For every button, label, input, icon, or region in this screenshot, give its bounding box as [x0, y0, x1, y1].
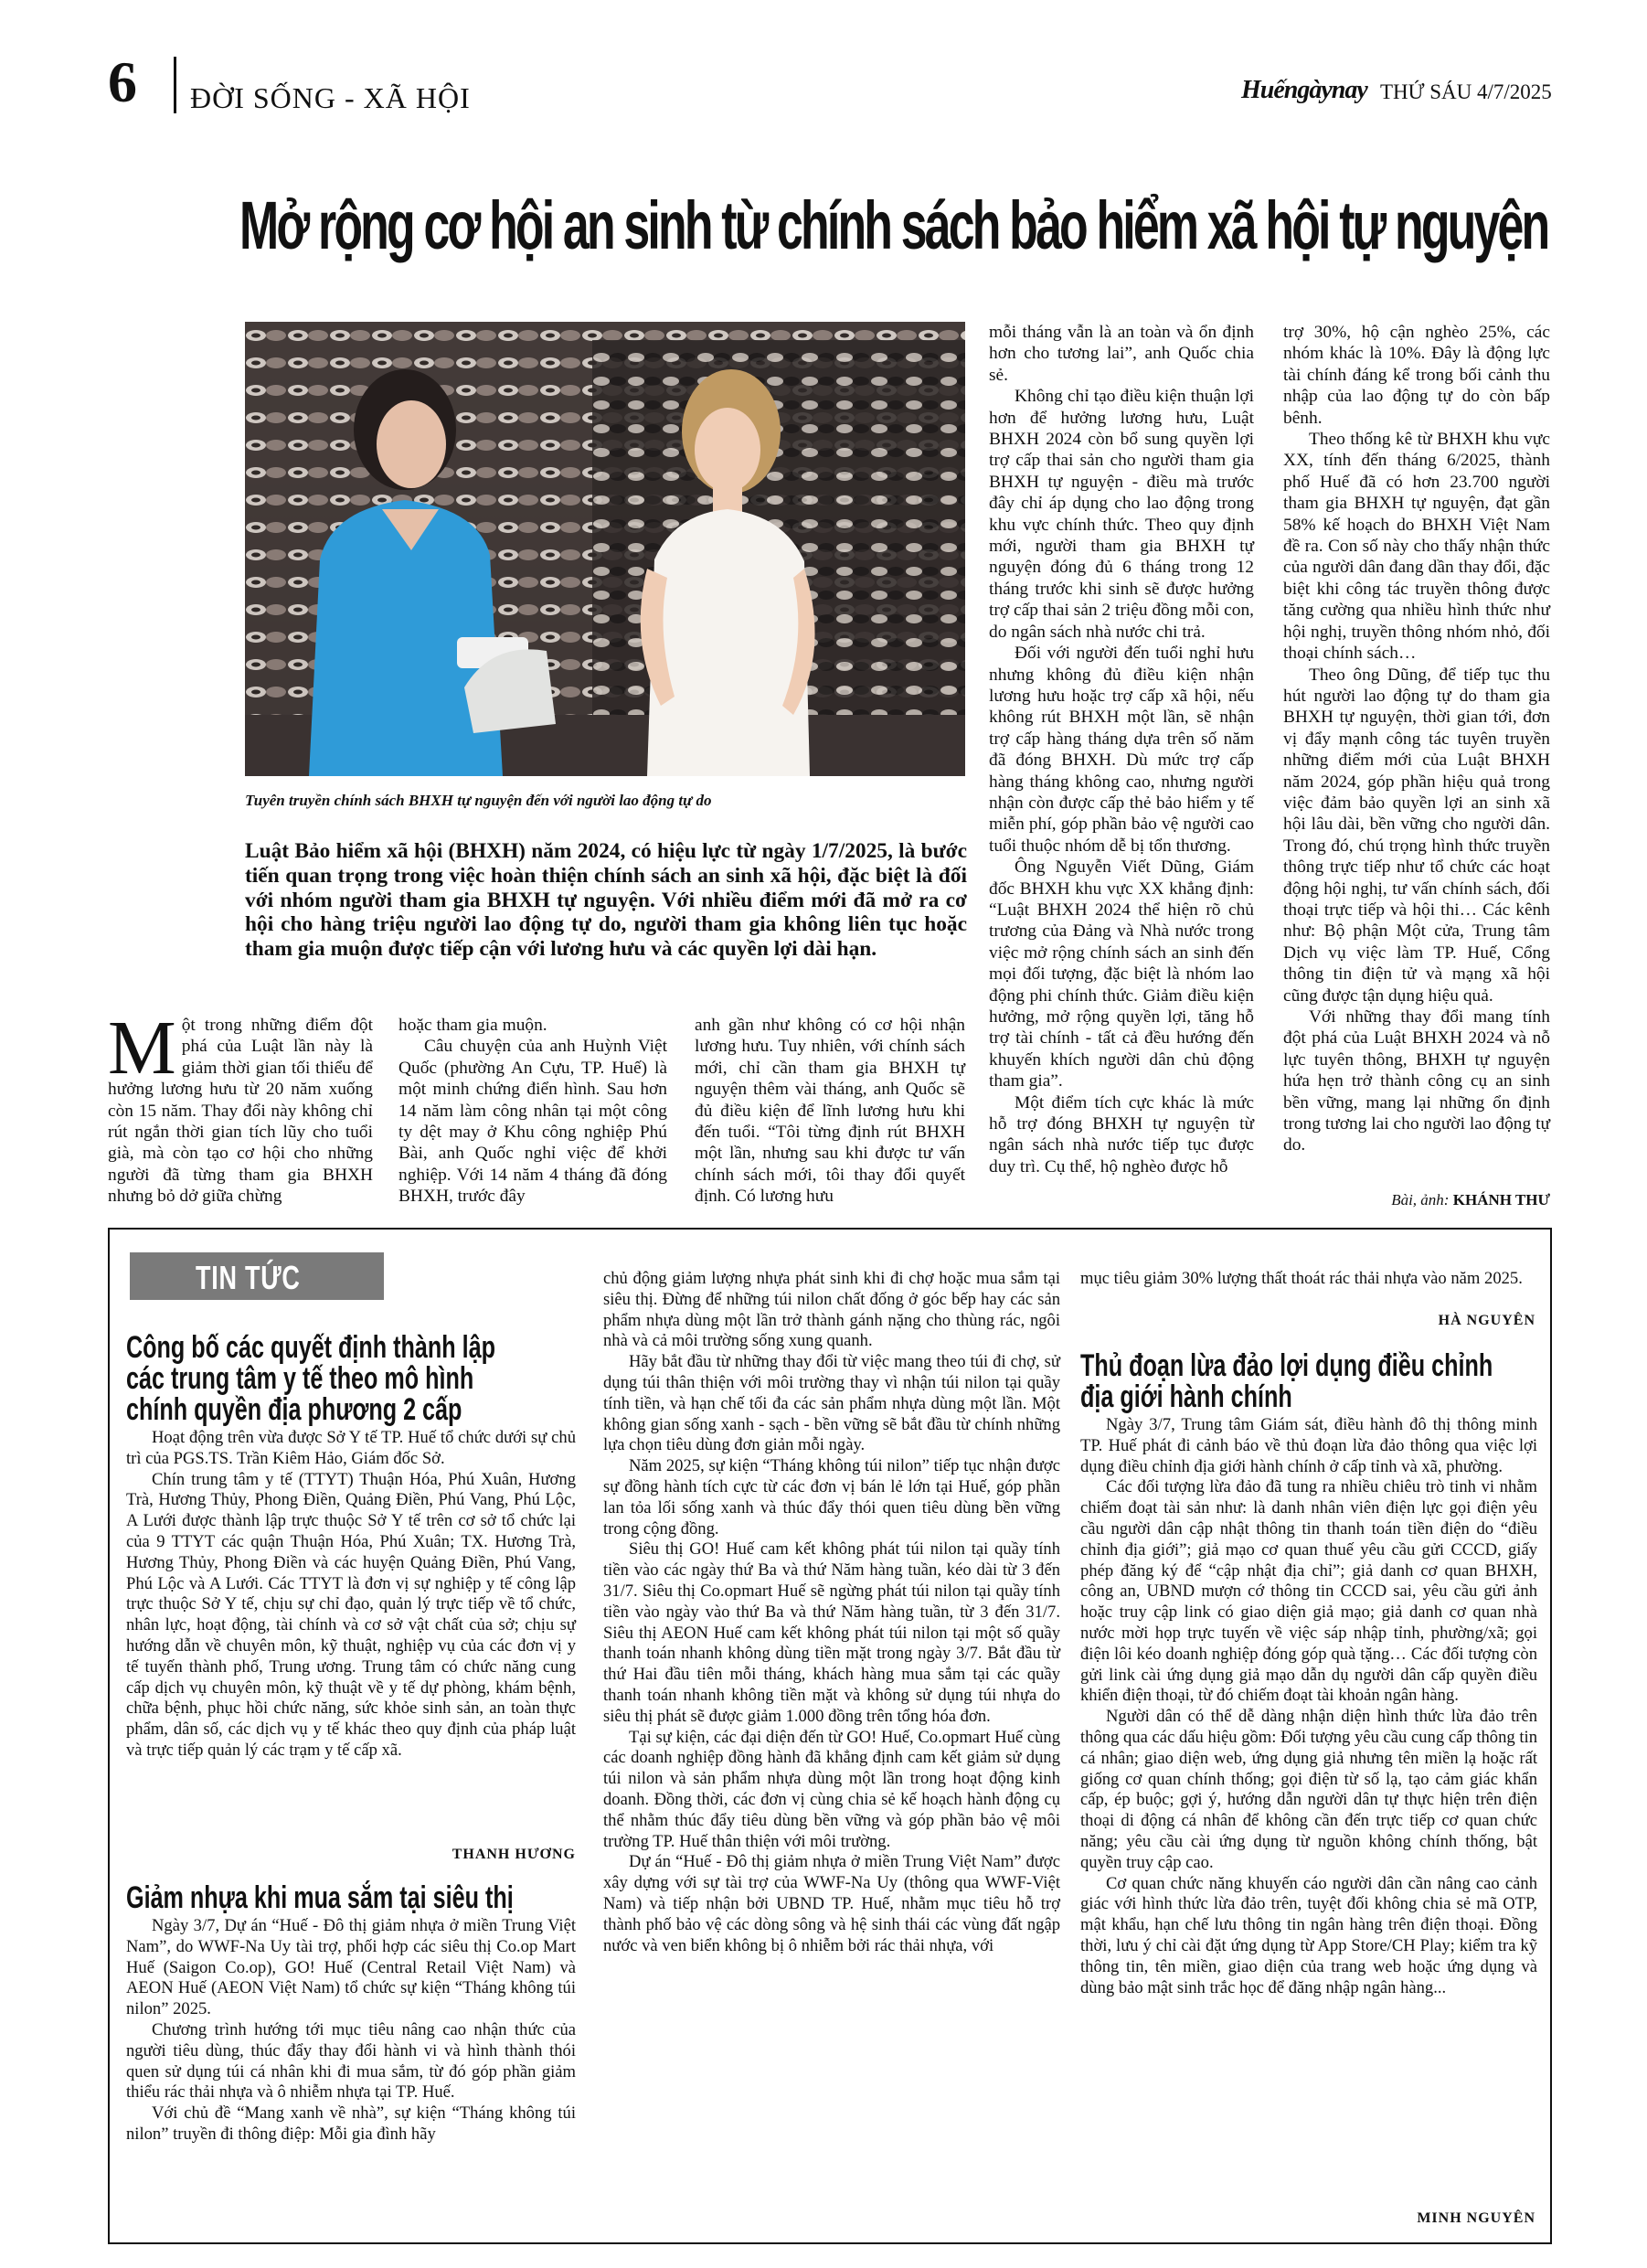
- article-column-5: [1283, 322, 1550, 1156]
- article-headline: Mở rộng cơ hội an sinh từ chính sách bảo hiểm xã hội tự nguyện: [239, 187, 1548, 263]
- news-1-title: các trung tâm y tế theo mô hình: [126, 1361, 474, 1396]
- paragraph: Cơ quan chức năng khuyến cáo người dân cần nâng cao cảnh giác với hình thức lừa đảo trên, tuyệt đối không chia sẻ mã OTP, mật khẩu, hạn chế lưu thông tin ngân hàng trên điện thoại. Đồng thời, lưu ý chỉ cài đặt ứng dụng từ App Store/CH Play; kiểm tra kỹ thông tin, tên miền, giao diện của trang web hoặc ứng dụng và dùng bảo mật sinh trắc học để đăng nhập ngân hàng...: [1080, 1873, 1537, 1997]
- paragraph: Chín trung tâm y tế (TTYT) Thuận Hóa, Phú Xuân, Hương Trà, Hương Thủy, Phong Điền, Quảng Điền, Phú Vang, Phú Lộc, A Lưới được thành lập trực thuộc Sở Y tế trên cơ sở tổ chức lại của 9 TTYT các quận Thuận Hóa, Phú Xuân; TX. Hương Trà, Hương Thủy, Phong Điền và các huyện Quảng Điền, Phú Vang, Phú Lộc và A Lưới. Các TTYT là đơn vị sự nghiệp y tế công lập trực thuộc Sở Y tế, chịu sự chỉ đạo, quản lý trực tiếp về tổ chức, nhân lực, hoạt động, tài chính và cơ sở vật chất của sở; chịu sự hướng dẫn về chuyên môn, kỹ thuật, nghiệp vụ của các đơn vị y tế tuyến thành phố, Trung ương. Trung tâm có chức năng cung cấp dịch vụ chuyên môn, kỹ thuật về y tế dự phòng, khám bệnh, chữa bệnh, phục hồi chức năng, sức khỏe sinh sản, an toàn thực phẩm, dân số, các dịch vụ y tế khác theo quy định của pháp luật và trực tiếp quản lý các trạm y tế cấp xã.: [126, 1469, 576, 1760]
- news-1-title: chính quyền địa phương 2 cấp: [126, 1392, 462, 1427]
- paragraph: Năm 2025, sự kiện “Tháng không túi nilon” tiếp tục nhận được sự đồng hành tích cực từ các đơn vị bán lẻ lớn tại Huế, góp phần lan tỏa lối sống xanh và thúc đẩy thói quen tiêu dùng bền vững trong cộng đồng.: [603, 1456, 1060, 1539]
- news-2-body-continued: [603, 1269, 1060, 1956]
- paragraph: Theo ông Dũng, để tiếp tục thu hút người lao động tự do tham gia BHXH tự nguyện, thời gian tới, đơn vị đẩy mạnh công tác tuyên truyền những điểm mới của Luật BHXH năm 2024, góp phần hiệu quả trong việc đảm bảo quyền lợi an sinh xã hội lâu dài, bền vững cho người dân. Trong đó, chú trọng hình thức truyền thông trực tiếp như tổ chức các hoạt động hội nghị, tư vấn chính sách, đối thoại trực tiếp và hội thi… Các kênh như: Bộ phận Một cửa, Trung tâm Dịch vụ việc làm TP. Huế, Cổng thông tin điện tử và mạng xã hội cũng được tận dụng hiệu quả.: [1283, 665, 1550, 1006]
- article-photo-illustration: [245, 322, 965, 776]
- paragraph: Câu chuyện của anh Huỳnh Việt Quốc (phường An Cựu, TP. Huế) là một minh chứng điển hình. Sau hơn 14 năm làm công nhân tại một công ty dệt may ở Khu công nghiệp Phú Bài, anh Quốc nghỉ việc để khởi nghiệp. Với 14 năm 4 tháng đã đóng BHXH, trước đây: [398, 1037, 667, 1207]
- paragraph: Hãy bắt đầu từ những thay đổi từ việc mang theo túi đi chợ, sử dụng túi thân thiện với môi trường thay vì nhận túi nilon tại quầy tính tiền, và hạn chế tối đa các sản phẩm nhựa dùng một lần. Một không gian sống xanh - sạch - bền vững sẽ bắt đầu từ chính những lựa chọn tiêu dùng đơn giản mỗi ngày.: [603, 1352, 1060, 1455]
- page-number: 6: [108, 49, 137, 114]
- paragraph: Siêu thị GO! Huế cam kết không phát túi nilon tại quầy tính tiền vào các ngày thứ Ba và thứ Năm hàng tuần, kéo dài từ 3 đến 31/7. Siêu thị Co.opmart Huế sẽ ngừng phát túi nilon tại quầy tính tiền vào ngày vào thứ Ba và thứ Năm hàng tuần, từ 3 đến 31/7. Siêu thị AEON Huế cam kết không phát túi nilon tại một số quầy thanh toán nhanh không dùng tiền mặt trong ngày 3/7. Bắt đầu từ thứ Hai đầu tiên mỗi tháng, khách hàng mua sắm tại các quầy thanh toán nhanh không tiền mặt và không sử dụng túi nhựa do siêu thị phát sẽ được giảm 1.000 đồng trên tổng hóa đơn.: [603, 1539, 1060, 1726]
- header-divider: [174, 57, 176, 113]
- paragraph: Theo thống kê từ BHXH khu vực XX, tính đến tháng 6/2025, thành phố Huế đã có hơn 23.700 người tham gia BHXH tự nguyện, đạt gần 58% kế hoạch do BHXH Việt Nam đề ra. Con số này cho thấy nhận thức của người dân đang dần thay đổi, đặc biệt khi công tác truyền thông được tăng cường qua nhiều hình thức như hội nghị, truyền thông nhóm nhỏ, đối thoại chính sách…: [1283, 430, 1550, 664]
- paragraph: Với những thay đổi mang tính đột phá của Luật BHXH 2024 và nỗ lực tuyên thông, BHXH tự nguyện hứa hẹn trở thành công cụ an sinh bền vững, mang lại những ổn định trong tương lai cho người lao động tự do.: [1283, 1007, 1550, 1155]
- article-photo: [245, 322, 965, 776]
- newspaper-logo: Huếngàynay: [1241, 76, 1367, 104]
- section-name: ĐỜI SỐNG - XÃ HỘI: [190, 81, 471, 114]
- article-byline: [1280, 1190, 1550, 1210]
- paragraph: Không chỉ tạo điều kiện thuận lợi hơn để hưởng lương hưu, Luật BHXH 2024 còn bổ sung quyền lợi trợ cấp thai sản cho người tham gia BHXH tự nguyện - điều mà trước đây chỉ áp dụng cho lao động trong khu vực chính thức. Theo quy định mới, người tham gia BHXH tự nguyện đóng đủ 6 tháng trong 12 tháng trước khi sinh sẽ được hưởng trợ cấp thai sản 2 triệu đồng mỗi con, do ngân sách nhà nước chi trả.: [989, 387, 1254, 642]
- byline-author: KHÁNH THƯ: [1452, 1191, 1550, 1209]
- paragraph: Đối với người đến tuổi nghỉ hưu nhưng không đủ điều kiện nhận lương hưu hoặc trợ cấp xã hội, nếu không rút BHXH một lần, sẽ nhận trợ cấp hàng tháng dựa trên số năm đã đóng BHXH. Dù mức trợ cấp hàng tháng không cao, nhưng người nhận còn được cấp thẻ bảo hiểm y tế miễn phí, góp phần bảo vệ người cao tuổi thuộc nhóm dễ bị tổn thương.: [989, 644, 1254, 856]
- issue-date: THỨ SÁU 4/7/2025: [1380, 80, 1552, 103]
- photo-caption: Tuyên truyền chính sách BHXH tự nguyện đến với người lao động tự do: [245, 792, 712, 809]
- paragraph: Ngày 3/7, Dự án “Huế - Đô thị giảm nhựa ở miền Trung Việt Nam”, do WWF-Na Uy tài trợ, phối hợp các siêu thị Co.op Mart Huế (Saigon Co.op), GO! Huế (Central Retail Việt Nam) và AEON Huế (AEON Việt Nam) tổ chức sự kiện “Tháng không túi nilon” 2025.: [126, 1916, 576, 2019]
- news-2-body: [126, 1916, 576, 2146]
- column-text: ột trong những điểm đột phá của Luật lần này là giảm thời gian tối thiểu để hưởng lương hưu từ 20 năm xuống còn 15 năm. Thay đổi này không chỉ rút ngắn thời gian tích lũy cho tuổi già, mà còn tạo cơ hội cho những người đã từng tham gia BHXH nhưng bỏ dở giữa chừng: [108, 1016, 373, 1207]
- paragraph: chủ động giảm lượng nhựa phát sinh khi đi chợ hoặc mua sắm tại siêu thị. Đừng để những túi nilon chất đống ở góc bếp hay các sản phẩm nhựa dùng một lần trở thành gánh nặng cho thùng rác, ngôi nhà và cả môi trường sống xung quanh.: [603, 1269, 1060, 1351]
- news-1-body: [126, 1428, 576, 1762]
- news-3-title: địa giới hành chính: [1080, 1379, 1292, 1414]
- paragraph: Ngày 3/7, Trung tâm Giám sát, điều hành đô thị thông minh TP. Huế phát đi cảnh báo về thủ đoạn lừa đảo thông qua việc lợi dụng điều chỉnh địa giới hành chính ở cấp tỉnh và xã, phường.: [1080, 1415, 1537, 1476]
- drop-cap: M: [108, 1006, 176, 1091]
- paragraph: anh gần như không có cơ hội nhận lương hưu. Tuy nhiên, với chính sách mới, chỉ cần tham gia BHXH tự nguyện thêm vài tháng, anh Quốc sẽ đủ điều kiện để lĩnh lương hưu khi đến tuổi. “Tôi từng định rút BHXH một lần, nhưng sau khi được tư vấn chính sách mới, tôi thay đổi quyết định. Có lương hưu: [695, 1016, 965, 1207]
- news-2-author: HÀ NGUYÊN: [1438, 1313, 1535, 1328]
- paragraph: Dự án “Huế - Đô thị giảm nhựa ở miền Trung Việt Nam” được xây dựng với sự tài trợ của WWF-Na Uy (thông qua WWF-Việt Nam) và tiếp nhận bởi UBND TP. Huế, nhằm mục tiêu hỗ trợ thành phố bảo vệ các dòng sông và hệ sinh thái các vùng đất ngập nước và ven biển không bị ô nhiễm bởi rác thải nhựa, với: [603, 1852, 1060, 1955]
- news-3-title: Thủ đoạn lừa đảo lợi dụng điều chỉnh: [1080, 1348, 1493, 1383]
- paragraph: Tại sự kiện, các đại diện đến từ GO! Huế, Co.opmart Huế cùng các doanh nghiệp đồng hành đã khẳng định cam kết giảm sử dụng túi nilon và sản phẩm nhựa dùng một lần trong hoạt động kinh doanh. Đồng thời, các đơn vị cùng chia sẻ kế hoạch hành động cụ thể nhằm thúc đẩy tiêu dùng bền vững và góp phần bảo vệ môi trường TP. Huế thân thiện với môi trường.: [603, 1727, 1060, 1851]
- article-lead: Luật Bảo hiểm xã hội (BHXH) năm 2024, có hiệu lực từ ngày 1/7/2025, là bước tiến quan trọng trong việc hoàn thiện chính sách an sinh xã hội, đặc biệt là đối với nhóm người tham gia BHXH tự nguyện. Với nhiều điểm mới đã mở ra cơ hội cho hàng triệu người lao động tự do, người tham gia không liên tục hoặc tham gia muộn được tiếp cận với lương hưu và các quyền lợi dài hạn.: [245, 839, 967, 962]
- paragraph: Hoạt động trên vừa được Sở Y tế TP. Huế tổ chức dưới sự chủ trì của PGS.TS. Trần Kiêm Hảo, Giám đốc Sở.: [126, 1428, 576, 1468]
- paragraph: Người dân có thể dễ dàng nhận diện hình thức lừa đảo trên thông qua các dấu hiệu gồm: Đối tượng yêu cầu cung cấp thông tin cá nhân; giao diện web, ứng dụng giả nhưng tên miền lạ hoặc rất giống cơ quan chính thống; gọi điện từ số lạ, tạo cảm giác khẩn cấp, ép buộc; gợi ý, hướng dẫn người dân tự thực hiện trên điện thoại di động cá nhân để không cần đến trực tiếp cơ quan chức năng; yêu cầu cài ứng dụng từ nguồn không chính thống, bật quyền truy cập cao.: [1080, 1707, 1537, 1872]
- article-column-1: [108, 1006, 373, 1208]
- paragraph: Ông Nguyễn Viết Dũng, Giám đốc BHXH khu vực XX khẳng định: “Luật BHXH 2024 thể hiện rõ chủ trương của Đảng và Nhà nước trong việc mở rộng chính sách an sinh đến mọi đối tượng, đặc biệt là nhóm lao động phi chính thức. Giảm điều kiện hưởng, mở rộng quyền lợi, tăng hỗ trợ tài chính - tất cả đều hướng đến khuyến khích người dân chủ động tham gia”.: [989, 857, 1254, 1091]
- paragraph: Các đối tượng lừa đảo đã tung ra nhiều chiêu trò tinh vi nhằm chiếm đoạt tài sản như: là danh nhân viên điện lực gọi điện yêu cầu người dân cập nhật thông tin thanh toán tiền điện do “điều chỉnh địa giới”; giả mạo cơ quan thuế yêu cầu gửi CCCD, giấy phép đăng ký để “cập nhật địa chỉ”; giả danh cơ quan BHXH, công an, UBND mượn cớ thông tin CCCD sai, yêu cầu gửi ảnh hoặc truy cập link có giao diện giả mạo; giả danh cơ quan nhà nước mời họp trực tuyến về việc sáp nhập tỉnh, phường/xã; gọi điện lôi kéo doanh nghiệp đóng góp quà tặng… Các đối tượng còn gửi link cài ứng dụng giả mạo dẫn dụ người dân cấp quyền điều khiển điện thoại, từ đó chiếm đoạt tài khoản ngân hàng.: [1080, 1477, 1537, 1706]
- paragraph: Một điểm tích cực khác là mức hỗ trợ đóng BHXH tự nguyện từ ngân sách nhà nước tiếp tục được duy trì. Cụ thể, hộ nghèo được hỗ: [989, 1092, 1254, 1177]
- news-2-body-end: [1080, 1269, 1537, 1290]
- paragraph: Chương trình hướng tới mục tiêu nâng cao nhận thức của người tiêu dùng, thúc đẩy thay đổi hành vi và hình thành thói quen sử dụng túi cá nhân khi đi mua sắm, từ đó góp phần giảm thiểu rác thải nhựa và ô nhiễm nhựa tại TP. Huế.: [126, 2019, 576, 2103]
- news-1-author: THANH HƯƠNG: [452, 1847, 576, 1862]
- article-column-2: [398, 1015, 667, 1208]
- paragraph: mỗi tháng vẫn là an toàn và ổn định hơn cho tương lai”, anh Quốc chia sẻ.: [989, 323, 1254, 385]
- news-2-title: Giảm nhựa khi mua sắm tại siêu thị: [126, 1880, 514, 1915]
- article-column-3: [695, 1015, 965, 1208]
- news-1-title: Công bố các quyết định thành lập: [126, 1330, 495, 1365]
- news-3-author: MINH NGUYÊN: [1417, 2210, 1535, 2226]
- news-tag-label: TIN TỨC: [196, 1259, 301, 1296]
- paragraph: mục tiêu giảm 30% lượng thất thoát rác thải nhựa vào năm 2025.: [1080, 1269, 1523, 1288]
- byline-prefix: Bài, ảnh:: [1391, 1191, 1450, 1209]
- article-column-4: [989, 322, 1254, 1177]
- paragraph: Với chủ đề “Mang xanh về nhà”, sự kiện “Tháng không túi nilon” truyền đi thông điệp: Mỗi gia đình hãy: [126, 2103, 576, 2144]
- paragraph: trợ 30%, hộ cận nghèo 25%, các nhóm khác là 10%. Đây là động lực tài chính đáng kể trong bối cảnh thu nhập của lao động tự do còn bấp bênh.: [1283, 323, 1550, 428]
- news-3-body: [1080, 1415, 1537, 1998]
- paragraph: hoặc tham gia muộn.: [398, 1016, 547, 1035]
